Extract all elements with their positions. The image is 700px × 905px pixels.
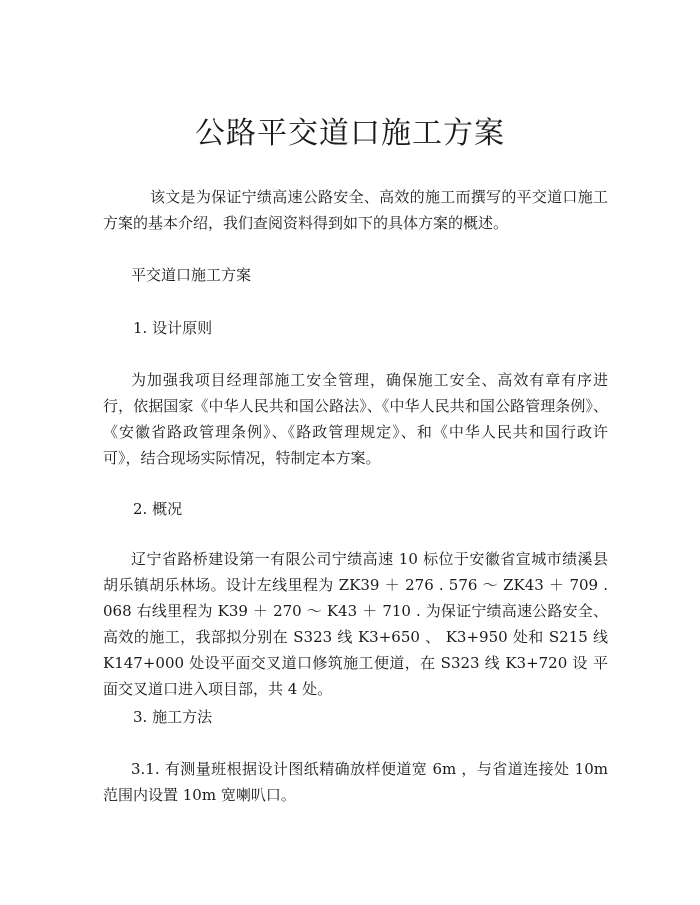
section-heading-overview: 2. 概况 (133, 500, 183, 518)
section-heading-design-principles: 1. 设计原则 (133, 319, 213, 337)
intro-paragraph: 该文是为保证宁绩高速公路安全、高效的施工而撰写的平交道口施工方案的基本介绍，我们查阅资料得到如下的具体方案的概述。 (103, 188, 608, 232)
section-body-construction-method: 3.1. 有测量班根据设计图纸精确放样便道宽 6m ，与省道连接处 10m 范围内设置 10m 宽喇叭口。 (103, 760, 608, 804)
document-title: 公路平交道口施工方案 (195, 116, 505, 151)
section-heading-construction-method: 3. 施工方法 (133, 708, 213, 726)
section-body-overview: 辽宁省路桥建设第一有限公司宁绩高速 10 标位于安徽省宣城市绩溪县胡乐镇胡乐林场。设计左线里程为 ZK39 ＋ 276 . 576 ～ ZK43 ＋ 709 . 068 右线里程为 K39 ＋ 270 ～ K43 ＋ 710 . 为保证宁绩高速公路安全、高效的施工，我部拟分别在 S323 线 K3+650 、 K3+950 处和 S215 线 K147+000 处设平面交叉道口修筑施工便道，在 S323 线 K3+720 设 平面交叉道口进入项目部，共 4 处。 (103, 550, 608, 698)
section-body-design-principles: 为加强我项目经理部施工安全管理，确保施工安全、高效有章有序进行，依据国家《中华人民共和国公路法》、《中华人民共和国公路管理条例》、《安徽省路政管理条例》、《路政管理规定》、和《中华人民共和国行政许可》，结合现场实际情况，特制定本方案。 (103, 371, 608, 467)
plan-heading: 平交道口施工方案 (131, 266, 252, 284)
